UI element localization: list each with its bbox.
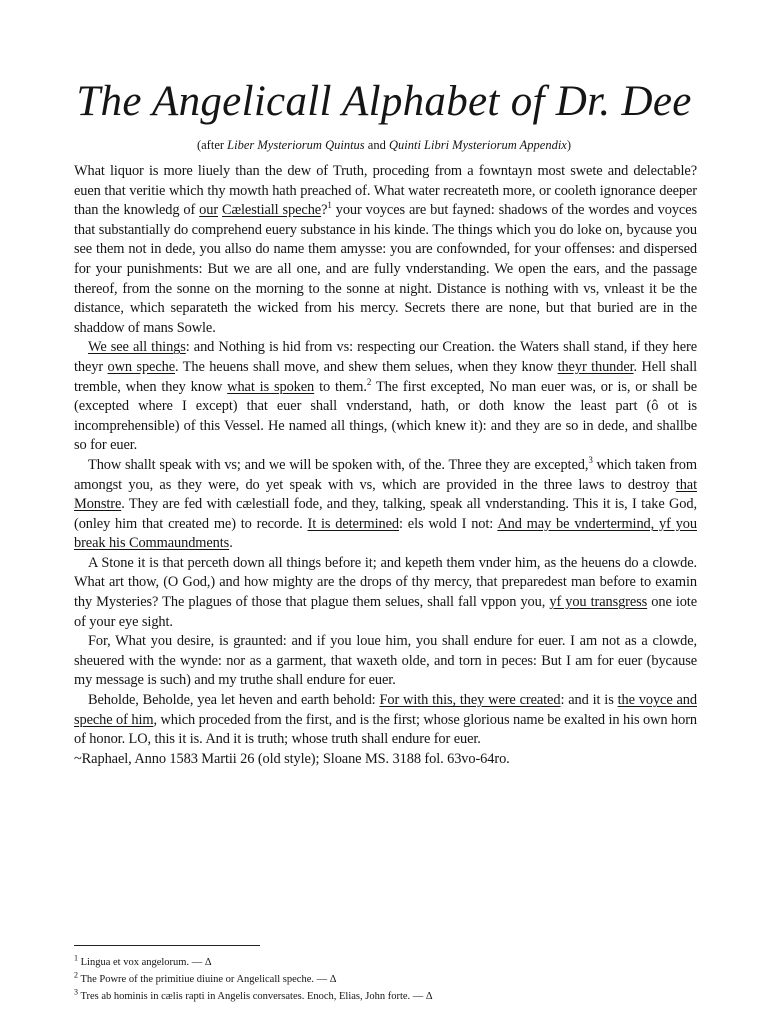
- footnote-1-number: 1: [74, 953, 78, 963]
- p6-text-a: Beholde, Beholde, yea let heven and earth behold:: [88, 692, 380, 709]
- footnote-2-text: The Powre of the primitiue diuine or Angelicall speche. — Δ: [80, 974, 337, 985]
- paragraph-1: [74, 162, 697, 338]
- p3-text-b: which taken from amongst you, as they were, do yet speak with vs, which are provided in the three laws to destroy: [74, 456, 697, 493]
- subtitle-conjunction: and: [364, 138, 389, 152]
- p6-text-c: , which proceded from the first, and is the first; whose glorious name be exalted in his own horn of honor. LO, this it is. And it is truth; whose truth shall endure for euer.: [74, 711, 697, 748]
- footnote-1: [74, 954, 694, 971]
- document-title: The Angelicall Alphabet of Dr. Dee: [76, 78, 692, 125]
- p2-underline-3: theyr thunder: [557, 358, 634, 375]
- p1-underline-our: our: [199, 202, 219, 219]
- paragraph-4: [74, 554, 697, 632]
- p2-underline-1: We see all things: [88, 339, 186, 356]
- p3-underline-1: that Monstre: [74, 476, 697, 513]
- attribution: ~Raphael, Anno 1583 Martii 26 (old style); Sloane MS. 3188 fol. 63vo-64ro.: [74, 750, 510, 767]
- p2-underline-4: what is spoken: [227, 378, 315, 395]
- p1-underline-speche: Cælestiall speche: [222, 202, 322, 219]
- p5-text-a: For, What you desire, is graunted: and if you loue him, you shall endure for euer. I am not as a clowde, sheuered with the wynde: nor as a garment, that waxeth olde, and torn in peces: But I am for euer (bycause my message is such) and my truthe shall endure for euer.: [74, 633, 697, 689]
- footnote-ref-1[interactable]: 1: [327, 200, 332, 211]
- subtitle-work-2: Quinti Libri Mysteriorum Appendix: [388, 138, 567, 152]
- p3-underline-3: And may be vndertermind, yf you break his Commaundments: [74, 515, 698, 552]
- footnote-2: [74, 971, 694, 988]
- footnote-3-text: Tres ab hominis in cælis rapti in Angelis conversates. Enoch, Elias, John forte. — Δ: [80, 991, 433, 1002]
- p3-text-e: .: [229, 535, 233, 552]
- p2-text-a: : and Nothing is hid from vs: respecting our Creation. the Waters shall stand, if they here theyr: [74, 339, 697, 375]
- p2-text-e: The first excepted, No man euer was, or is, or shall be (excepted where I except) that euer shall vnderstand, hath, or doth know the least part (ô ot is incomprehensible) of this Vessel. He named all things, (which knew it): and they are so in dede, and shallbe so for euer.: [74, 378, 697, 454]
- p4-underline-1: yf you transgress: [549, 594, 648, 611]
- p2-underline-2: own speche: [107, 358, 175, 375]
- paragraph-5: [74, 632, 697, 691]
- paragraph-6: [74, 691, 697, 750]
- p6-underline-1: For with this, they were created: [379, 692, 561, 709]
- footnote-3-number: 3: [74, 987, 78, 997]
- paragraph-3: [74, 456, 697, 554]
- footnote-divider: [74, 945, 260, 946]
- p2-text-d: to them.: [314, 378, 367, 395]
- p4-text-b: one iote of your eye sight.: [74, 594, 697, 630]
- body-text: [74, 162, 697, 769]
- p2-text-c: . Hell shall tremble, when they know: [74, 358, 697, 395]
- subtitle-suffix: ): [566, 138, 572, 152]
- footnote-1-text: Lingua et vox angelorum. — Δ: [80, 957, 212, 968]
- footnote-ref-2[interactable]: 2: [366, 376, 372, 387]
- p3-text-a: Thow shallt speak with vs; and we will be spoken with, of the. Three they are excepted,: [88, 456, 589, 473]
- subtitle-prefix: (after: [196, 138, 228, 152]
- p6-text-b: : and it is: [560, 692, 618, 709]
- subtitle-work-1: Liber Mysteriorum Quintus: [227, 138, 365, 152]
- p3-text-c: . They are fed with cælestiall fode, and they, talking, speak all vnderstanding. This it is, I take God, (onley him that created me) to recorde.: [74, 496, 697, 532]
- p1-text-d: your voyces are but fayned: shadows of the wordes and voyces that substantially do comprehend euery substance in his kinde. The things which you do loke on, bycause you see them not in dede, you allso do name them amysse: you are confownded, for your offenses: and dispersed for your punishments: But we are all one, and are fully vnderstanding. We open the ears, and the passage thereof, from the sonne on the morning to the sonne at night. Distance is nothing with vs, vnleast it be the distance, which separateth the wicked from his mercy. Secrets there are none, but that buried are in the shaddow of mans Sowle.: [74, 202, 698, 336]
- paragraph-2: [74, 338, 697, 456]
- footnotes: [74, 954, 694, 1005]
- footnote-ref-3[interactable]: 3: [588, 455, 593, 466]
- p4-text-a: A Stone it is that perceth down all things before it; and kepeth them vnder him, as the heuens do a clowde. What art thow, (O God,) and how mighty are the drops of thy mercy, that preparedest man before to examin thy Mysteries? The plagues of those that plague them selues, shall fall vppon you,: [74, 554, 697, 611]
- p1-text-a: What liquor is more liuely than the dew of Truth, proceding from a fowntayn most swete and delectable? euen that veritie which thy mowth hath preached of. What water recreateth more, or cooleth ignorance deeper than the knowledg of: [74, 163, 697, 219]
- footnote-2-number: 2: [74, 970, 78, 980]
- p3-text-d: : els wold I not:: [399, 515, 498, 532]
- footnote-3: [74, 988, 694, 1005]
- document-subtitle: [0, 137, 768, 153]
- p3-underline-2: It is determined: [307, 515, 399, 532]
- p1-text-c: ?: [321, 202, 328, 219]
- p2-text-b: . The heuens shall move, and shew them selues, when they know: [175, 358, 558, 375]
- p6-underline-2: the voyce and speche of him: [74, 692, 697, 728]
